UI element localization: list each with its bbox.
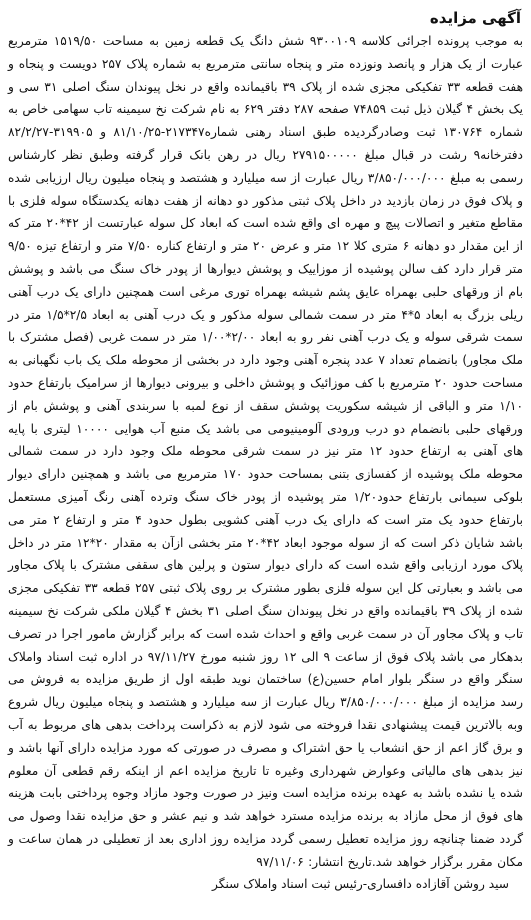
notice-body: به موجب پرونده اجرائی کلاسه ۹۳۰۰۱۰۹ شش دانگ یک قطعه زمین به مساحت ۱۵۱۹/۵۰ مترمربع عبارت از یک هزار و پانصد ونوزده متر و پنجاه سانتی مترمربع به شماره پلاک ۲۵۷ دویست و پنجاه و هفت قطعه ۳۳ تفکیکی مجزی شده از پلاک ۳۹ باقیمانده واقع در نخل پیوندان سنگ اصلی ۳۱ سی و یک بخش ۴ گیلان ذیل ثبت ۷۴۸۵۹ صفحه ۲۸۷ دفتر ۶۲۹ به نام شرکت نخ سیمینه تاب سهامی خاص به شماره ۱۳۰۷۶۴ ثبت وصادرگردیده طبق اسناد رهنی شماره۲۱۷۳۴۷-۸۱/۱۰/۲۵ و ۳۱۹۹۰۵-۸۲/۲/۲۷ دفترخانه۹ رشت در قبال مبلغ ۲۷۹۱۵۰۰۰۰۰ ریال در رهن بانک قرار گرفته وطبق نظر کارشناس رسمی به مبلغ ۳/۸۵۰/۰۰۰/۰۰۰ ریال عبارت از سه میلیارد و هشتصد و پنجاه میلیون ریال ارزیابی شده و پلاک فوق در زمان بازدید در داخل پلاک ثبتی مذکور دو دهانه از هفت دهانه یکدستگاه سوله فلزی با مقاطع متغیر و اتصالات پیچ و مهره ای واقع شده است که ابعاد کل سوله عبارتست از ۴۲*۲۰ متر که از این مقدار دو دهانه ۶ متری کلا ۱۲ متر و عرض ۲۰ متر و ارتفاع کناره ۷/۵۰ متر و ارتفاع تیزه ۹/۵۰ متر قرار دارد کف سالن پوشیده از موزاییک و پوشش دیوارها از پودر خاک سنگ می باشد و پوشش بام از ورقهای حلبی بهمراه عایق پشم شیشه بهمراه توری مرغی است همچنین دارای یک درب آهنی ریلی بزرگ به ابعاد ۵*۴ متر در سمت شمالی سوله مذکور و یک درب آهنی به ابعاد ۲/۵*۱/۵ متر در سمت شرقی سوله و یک درب آهنی نفر رو به ابعاد ۲/۰۰*۱/۰۰ متر در سمت غربی (فصل مشترک با ملک مجاور) بانضمام تعداد ۷ عدد پنجره آهنی وجود دارد در بخشی از محوطه ملک یک باب نگهبانی به مساحت حدود ۲۰ مترمربع با کف موزائیک و پوشش داخلی و بیرونی دیوارها از سرامیک بارتفاع حدود ۱/۱۰ متر و الباقی از شیشه سکوریت پوشش سقف از نوع لمبه با سربندی آهنی و پوشش بام از ورقهای حلبی بانضمام دو درب ورودی آلومینیومی می باشد یک منبع آب هوایی ۱۰۰۰۰ لیتری با پایه های آهنی به ارتفاع حدود ۱۲ متر نیز در سمت شرقی محوطه ملک وجود دارد در سمت شمالی محوطه ملک پوشیده از کفسازی بتنی بمساحت حدود ۱۷۰ مترمربع می باشد و همچنین دارای دیوار بلوکی سیمانی بارتفاع حدود۱/۲۰ متر پوشیده از پودر خاک سنگ وترده آهنی رنگ آمیزی مستعمل بارتفاع حدود یک متر است که دارای یک درب آهنی کشویی بطول حدود ۴ متر و ارتفاع ۲ متر می باشد شایان ذکر است که از سوله موجود ابعاد ۴۲*۲۰ متر بخشی ازآن به مقدار ۲۰*۱۲ متر در داخل پلاک مورد ارزیابی واقع شده است که دارای دیوار ستون و پرلین های سقفی مشترک با پلاک مجاور می باشد و بعبارتی کل این سوله فلزی بطور مشترک بر روی پلاک ثبتی ۲۵۷ قطعه ۳۳ تفکیکی مجزی شده از پلاک ۳۹ باقیمانده واقع در نخل پیوندان سنگ اصلی ۳۱ بخش ۴ گیلان ملکی شرکت نخ سیمینه تاب و پلاک مجاور آن در سمت غربی واقع و احداث شده است که برابر گزارش مامور اجرا در تصرف بدهکار می باشد پلاک فوق از ساعت ۹ الی ۱۲ روز شنبه مورخ ۹۷/۱۱/۲۷ در اداره ثبت اسناد واملاک سنگر واقع در سنگر بلوار امام حسین(ع) ساختمان نوید طبقه اول از طریق مزایده به فروش می رسد مزایده از مبلغ ۳/۸۵۰/۰۰۰/۰۰۰ ریال عبارت از سه میلیارد و هشتصد و پنجاه میلیون ریال شروع وبه بالاترین قیمت پیشنهادی نقدا فروخته می شود لازم به ذکراست پرداخت بدهی های مربوط به آب و برق گاز اعم از حق انشعاب یا حق اشتراک و مصرف در صورتی که مورد مزایده دارای آنها باشد و نیز بدهی های مالیاتی وعوارض شهرداری وغیره تا تاریخ مزایده اعم از اینکه رقم قطعی آن معلوم شده یا نشده باشد به عهده برنده مزایده است ونیز در صورت وجود مازاد وجوه پرداختی بابت هزینه های فوق از محل مازاد به برنده مزایده مسترد خواهد شد و نیم عشر و حق مزایده نقدا وصول می گردد ضمنا چنانچه روز مزایده تعطیل رسمی گردد مزایده روز اداری بعد از تعطیلی در همان ساعت و مکان مقرر برگزار خواهد شد.تاریخ انتشار: ۹۷/۱۱/۰۶ — [8, 34, 524, 869]
notice-signature: سید روشن آقازاده دافساری-رئیس ثبت اسناد واملاک سنگر — [212, 877, 509, 892]
notice-title: آگهی مزایده — [429, 9, 521, 27]
